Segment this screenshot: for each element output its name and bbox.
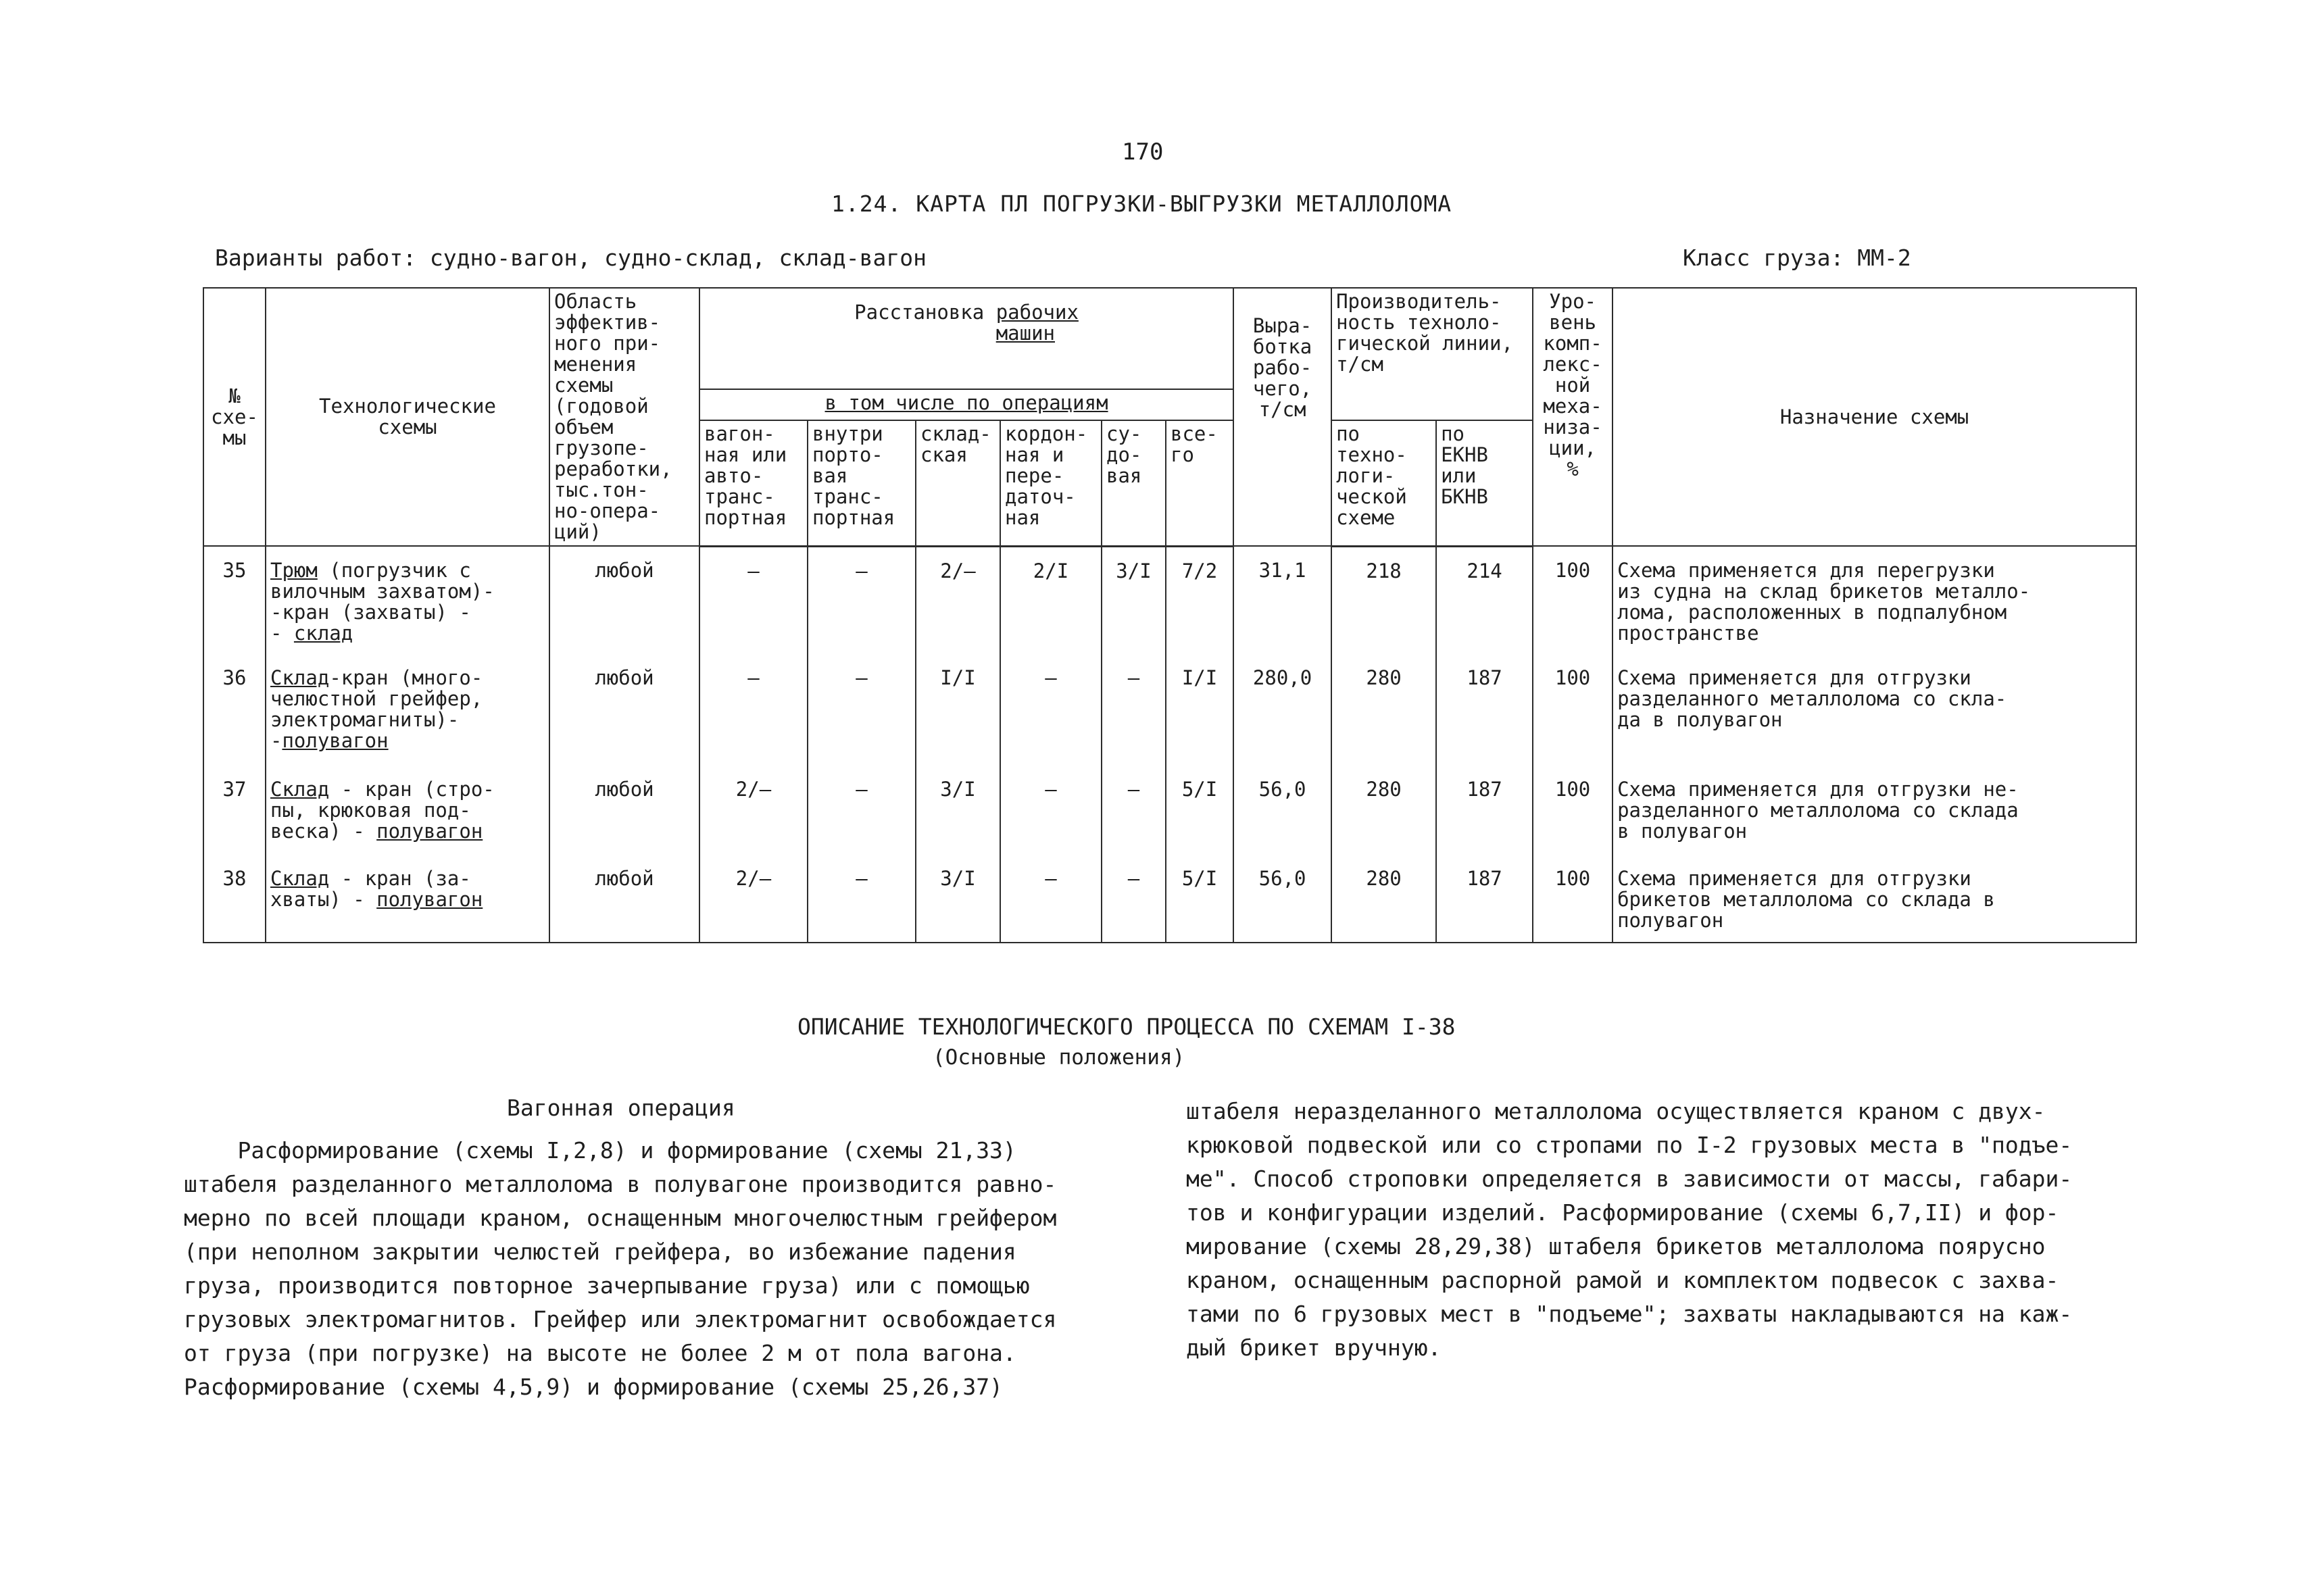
row-prod-tech: 280 xyxy=(1331,855,1436,943)
row-output: 56,0 xyxy=(1233,855,1331,943)
row-area: любой xyxy=(549,766,699,855)
header-op-ship: су- до- вая xyxy=(1102,420,1166,546)
description-column-right: штабеля неразделанного металлолома осуществляется краном с двух- крюковой подвеской или со стропами по I-2 грузовых места в "подъе- ме". Способ строповки определяется в зависимости от массы, габари- тов и конфигурации изделий. Расформирование (схемы 6,7,II) и фор- мирование (схемы 28,29,38) штабеля брикетов металлолома поярусно краном, оснащенным распорной рамой и комплектом подвесок с захва- тами по 6 грузовых мест в "подъеме"; захваты накладываются на каж- дый брикет вручную. xyxy=(1186,1098,2073,1361)
row-op-inner: – xyxy=(808,546,916,654)
row-output: 280,0 xyxy=(1233,654,1331,766)
row-prod-tech: 280 xyxy=(1331,654,1436,766)
row-area: любой xyxy=(549,546,699,654)
row-op-cordon: 2/I xyxy=(1000,546,1102,654)
description-column-left: Расформирование (схемы I,2,8) и формирование (схемы 21,33) штабеля разделанного металлолома в полувагоне производится равно- мерно по всей площади краном, оснащенным многочелюстным грейфером (при неполном закрытии челюстей грейфера, во избежание падения груза, производится повторное зачерпывание груза) или с помощью грузовых электромагнитов. Грейфер или электромагнит освобождается от груза (при погрузке) на высоте не более 2 м от пола вагона. Расформирование (схемы 4,5,9) и формирование (схемы 25,26,37) xyxy=(184,1137,1057,1400)
header-tech-schemes: Технологические схемы xyxy=(266,288,549,546)
header-placement-text: Расстановка xyxy=(854,301,996,324)
scheme-end: полувагон xyxy=(376,820,483,843)
header-prod-tech: по техно- логи- ческой схеме xyxy=(1331,420,1436,546)
row-op-total: 5/I xyxy=(1166,766,1233,855)
scheme-middle: (погрузчик с вилочным захватом)- -кран (захваты) - - xyxy=(270,559,495,645)
scheme-start: Склад xyxy=(270,867,330,890)
header-output: Выра- ботка рабо- чего, т/см xyxy=(1233,288,1331,546)
row-purpose: Схема применяется для перегрузки из судна на склад брикетов металло- лома, расположенных в подпалубном пространстве xyxy=(1613,546,2136,654)
row-op-inner: – xyxy=(808,654,916,766)
table-header-row-1 xyxy=(203,288,2136,389)
header-op-cordon: кордон- ная и пере- даточ- ная xyxy=(1000,420,1102,546)
row-op-cordon: – xyxy=(1000,766,1102,855)
row-num: 36 xyxy=(203,654,266,766)
row-prod-ekvn: 187 xyxy=(1436,766,1533,855)
scheme-middle: -кран (много- челюстной грейфер, электромагниты)- - xyxy=(270,666,483,752)
row-tech-scheme xyxy=(266,546,549,654)
scheme-start: Склад xyxy=(270,666,330,689)
scheme-end: полувагон xyxy=(282,729,389,752)
scheme-start: Склад xyxy=(270,778,330,801)
cargo-class: Класс груза: ММ-2 xyxy=(1683,245,1911,271)
scheme-start: Трюм xyxy=(270,559,318,582)
scheme-end: склад xyxy=(293,622,353,645)
row-purpose: Схема применяется для отгрузки брикетов металлолома со склада в полувагон xyxy=(1613,855,2136,943)
section-title: Вагонная операция xyxy=(507,1095,735,1121)
work-variants: Варианты работ: судно-вагон, судно-склад, склад-вагон xyxy=(215,245,927,271)
header-application-area: Область эффектив- ного при- менения схемы (годовой объем грузопе- реработки, тыс.тон- но-опера- ций) xyxy=(549,288,699,546)
row-op-ship: – xyxy=(1102,654,1166,766)
scheme-middle: - кран (за- хваты) - xyxy=(270,867,471,911)
schemes-table xyxy=(203,287,2137,943)
row-op-total: 5/I xyxy=(1166,855,1233,943)
row-op-ship: – xyxy=(1102,766,1166,855)
header-prod-ekvn: по ЕКНВ или БКНВ xyxy=(1436,420,1533,546)
scheme-middle: - кран (стро- пы, крюковая под- веска) - xyxy=(270,778,495,843)
table-row xyxy=(203,654,2136,766)
row-mech: 100 xyxy=(1533,654,1613,766)
row-op-ship: – xyxy=(1102,855,1166,943)
row-op-store: 3/I xyxy=(916,855,1000,943)
row-prod-ekvn: 187 xyxy=(1436,855,1533,943)
row-op-store: 2/– xyxy=(916,546,1000,654)
description-subtitle: (Основные положения) xyxy=(933,1045,1185,1070)
header-mechanization: Уро- вень комп- лекс- ной меха- низа- ции, % xyxy=(1533,288,1613,546)
page-title: 1.24. КАРТА ПЛ ПОГРУЗКИ-ВЫГРУЗКИ МЕТАЛЛОЛОМА xyxy=(831,191,1452,217)
header-op-wagon: вагон- ная или авто- транс- портная xyxy=(699,420,808,546)
header-by-operation: в том числе по операциям xyxy=(699,389,1233,420)
scheme-end: полувагон xyxy=(376,888,483,911)
description-title: ОПИСАНИЕ ТЕХНОЛОГИЧЕСКОГО ПРОЦЕССА ПО СХЕМАМ I-38 xyxy=(797,1014,1456,1040)
table-row xyxy=(203,855,2136,943)
row-mech: 100 xyxy=(1533,855,1613,943)
row-num: 35 xyxy=(203,546,266,654)
header-op-inner: внутри порто- вая транс- портная xyxy=(808,420,916,546)
header-purpose: Назначение схемы xyxy=(1613,288,2136,546)
row-op-total: I/I xyxy=(1166,654,1233,766)
row-op-inner: – xyxy=(808,855,916,943)
table-row xyxy=(203,766,2136,855)
row-area: любой xyxy=(549,855,699,943)
row-op-ship: 3/I xyxy=(1102,546,1166,654)
row-purpose: Схема применяется для отгрузки не- разделанного металлолома со склада в полувагон xyxy=(1613,766,2136,855)
header-placement-machines: рабочих машин xyxy=(995,301,1079,345)
row-area: любой xyxy=(549,654,699,766)
table-row xyxy=(203,546,2136,654)
row-purpose: Схема применяется для отгрузки разделанного металлолома со скла- да в полувагон xyxy=(1613,654,2136,766)
row-op-wagon: – xyxy=(699,654,808,766)
header-op-store: склад- ская xyxy=(916,420,1000,546)
row-tech-scheme xyxy=(266,654,549,766)
row-op-store: 3/I xyxy=(916,766,1000,855)
row-num: 38 xyxy=(203,855,266,943)
row-op-wagon: 2/– xyxy=(699,855,808,943)
row-op-wagon: 2/– xyxy=(699,766,808,855)
header-op-total: все- го xyxy=(1166,420,1233,546)
row-output: 56,0 xyxy=(1233,766,1331,855)
row-prod-ekvn: 214 xyxy=(1436,546,1533,654)
page-number: 170 xyxy=(1122,139,1164,166)
row-prod-tech: 280 xyxy=(1331,766,1436,855)
row-prod-ekvn: 187 xyxy=(1436,654,1533,766)
row-op-inner: – xyxy=(808,766,916,855)
row-op-total: 7/2 xyxy=(1166,546,1233,654)
row-op-cordon: – xyxy=(1000,654,1102,766)
row-output: 31,1 xyxy=(1233,546,1331,654)
row-tech-scheme xyxy=(266,855,549,943)
header-productivity: Производитель- ность техноло- гической линии, т/см xyxy=(1331,288,1533,389)
row-op-cordon: – xyxy=(1000,855,1102,943)
row-op-wagon: – xyxy=(699,546,808,654)
row-prod-tech: 218 xyxy=(1331,546,1436,654)
header-machine-placement xyxy=(699,288,1233,389)
row-mech: 100 xyxy=(1533,766,1613,855)
row-mech: 100 xyxy=(1533,546,1613,654)
row-num: 37 xyxy=(203,766,266,855)
row-op-store: I/I xyxy=(916,654,1000,766)
row-tech-scheme xyxy=(266,766,549,855)
header-num: № схе- мы xyxy=(203,288,266,546)
